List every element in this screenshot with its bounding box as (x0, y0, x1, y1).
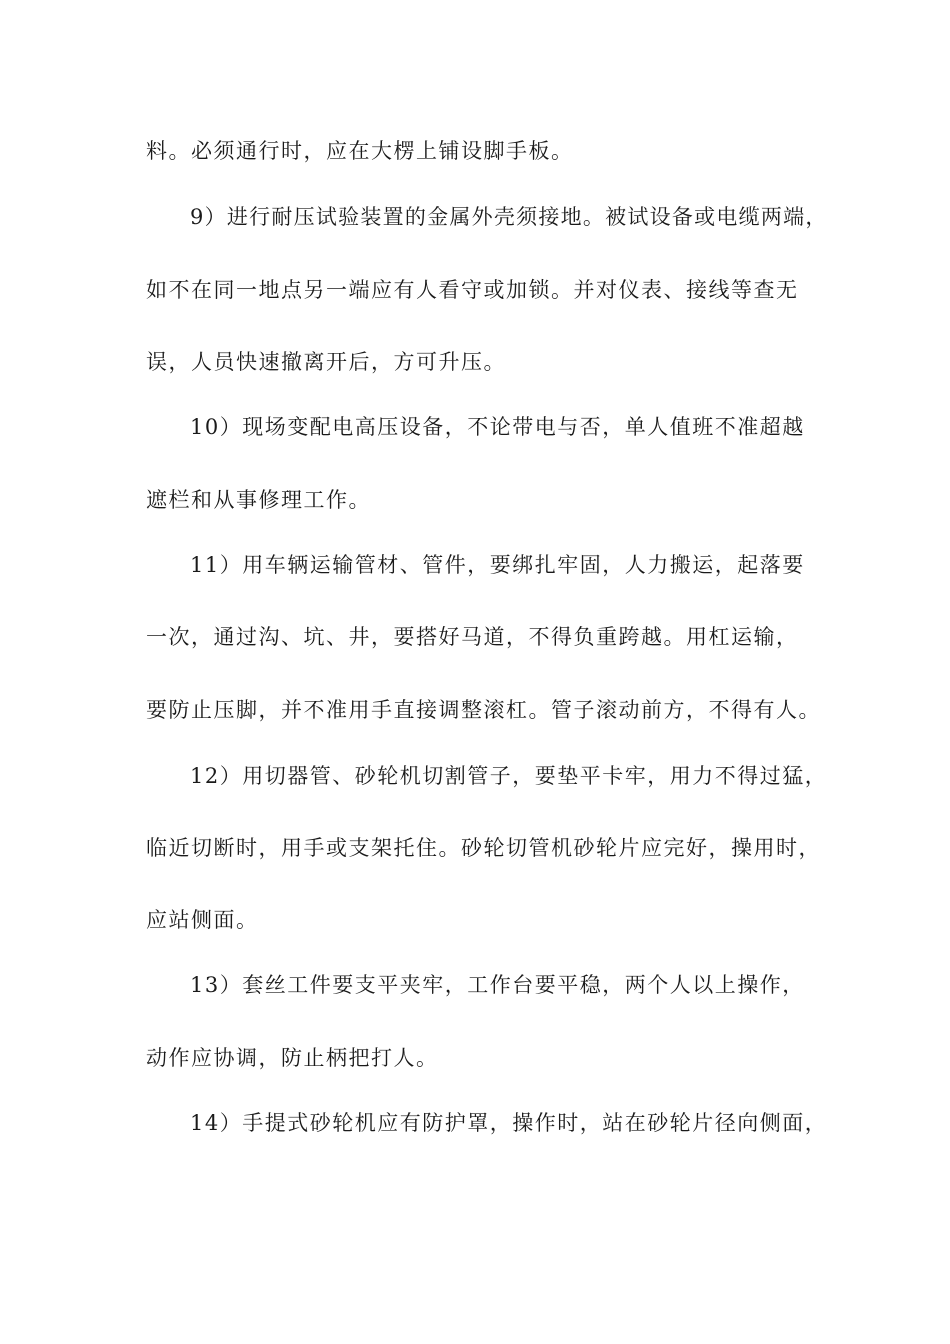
text-line: 一次，通过沟、坑、井，要搭好马道，不得负重跨越。用杠运输， (146, 625, 799, 649)
text-line: 应站侧面。 (146, 908, 259, 932)
text-line: 12）用切器管、砂轮机切割管子，要垫平卡牢，用力不得过猛， (190, 764, 828, 788)
text-line: 如不在同一地点另一端应有人看守或加锁。并对仪表、接线等查无 (146, 278, 799, 302)
text-line: 动作应协调，防止柄把打人。 (146, 1046, 439, 1070)
text-line: 料。必须通行时，应在大楞上铺设脚手板。 (146, 139, 574, 163)
text-line: 14）手提式砂轮机应有防护罩，操作时，站在砂轮片径向侧面， (190, 1111, 828, 1135)
text-line: 10）现场变配电高压设备，不论带电与否，单人值班不准超越 (190, 415, 805, 439)
text-line: 临近切断时，用手或支架托住。砂轮切管机砂轮片应完好，操用时， (146, 836, 821, 860)
text-line: 误，人员快速撤离开后，方可升压。 (146, 350, 506, 374)
text-line: 9）进行耐压试验装置的金属外壳须接地。被试设备或电缆两端， (190, 205, 828, 229)
text-line: 要防止压脚，并不准用手直接调整滚杠。管子滚动前方，不得有人。 (146, 698, 821, 722)
text-line: 13）套丝工件要支平夹牢，工作台要平稳，两个人以上操作， (190, 973, 805, 997)
text-line: 11）用车辆运输管材、管件，要绑扎牢固，人力搬运，起落要 (190, 553, 805, 577)
text-line: 遮栏和从事修理工作。 (146, 488, 371, 512)
